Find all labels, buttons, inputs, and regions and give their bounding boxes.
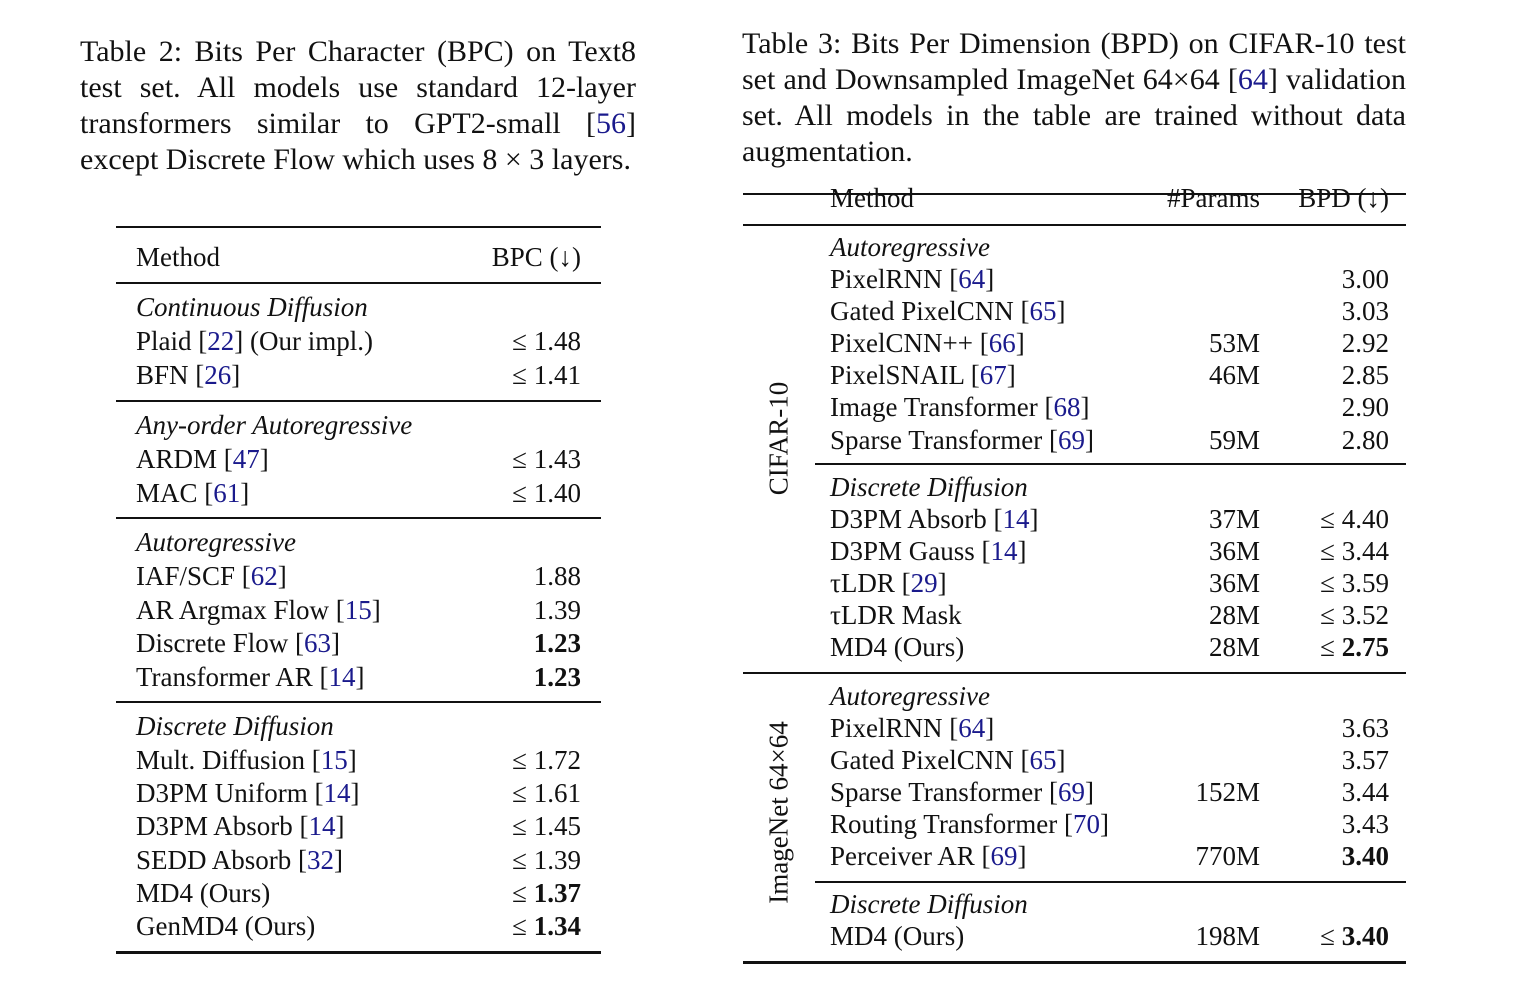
table2-header-rule xyxy=(116,282,601,284)
metric-value: 1.23 xyxy=(533,628,581,658)
method-cell xyxy=(830,809,1109,839)
value-cell xyxy=(1342,360,1389,390)
table2-group-rule xyxy=(116,400,601,402)
method-suffix: ] xyxy=(985,713,995,743)
citation-link[interactable]: 47 xyxy=(232,444,260,474)
metric-value: 2.92 xyxy=(1341,328,1389,359)
value-cell xyxy=(512,811,581,841)
method-name: Routing Transformer [ xyxy=(830,809,1073,840)
metric-value: 1.39 xyxy=(533,594,581,625)
method-name: τLDR [ xyxy=(830,568,911,599)
metric-value: 3.43 xyxy=(1341,809,1389,840)
value-cell xyxy=(534,595,581,625)
method-cell xyxy=(136,845,343,875)
value-cell xyxy=(512,326,581,356)
params-cell: 36M xyxy=(1208,568,1260,599)
table2-top-rule xyxy=(116,226,601,228)
method-suffix: ] xyxy=(1029,504,1039,534)
method-name: D3PM Uniform [ xyxy=(136,778,324,809)
leq-symbol: ≤ xyxy=(1320,600,1342,631)
value-cell xyxy=(534,662,581,692)
value-cell xyxy=(1342,713,1389,743)
table3-caption-ref[interactable]: 64 xyxy=(1237,63,1268,96)
metric-value: 3.52 xyxy=(1341,600,1389,631)
params-cell: 37M xyxy=(1208,504,1260,534)
method-name: Gated PixelCNN [ xyxy=(830,745,1030,776)
metric-value: 1.48 xyxy=(533,326,581,356)
method-cell xyxy=(830,504,1039,534)
metric-value: 1.34 xyxy=(533,911,581,941)
method-name: MAC [ xyxy=(136,478,214,508)
method-name: MD4 (Ours) xyxy=(830,632,965,663)
metric-value: 1.88 xyxy=(533,561,581,591)
metric-value: 1.40 xyxy=(533,478,581,508)
method-cell xyxy=(136,561,287,591)
params-cell: 198M xyxy=(1195,921,1260,951)
method-cell xyxy=(136,811,345,841)
metric-value: 4.40 xyxy=(1341,504,1389,534)
table3-block-label: CIFAR-10 xyxy=(763,381,794,495)
method-name: D3PM Gauss [ xyxy=(830,536,991,567)
table3-header-params: #Params xyxy=(1167,183,1260,213)
method-name: AR Argmax Flow [ xyxy=(136,594,345,625)
table3-caption-text: Table 3: Bits Per Dimension (BPD) on CIFAR-10 test set and Downsampled ImageNet 64×64 [ xyxy=(742,27,1406,96)
citation-link[interactable]: 15 xyxy=(344,594,372,625)
leq-symbol: ≤ xyxy=(512,745,534,775)
method-cell xyxy=(830,745,1065,775)
table2-header-method: Method xyxy=(136,242,220,272)
value-cell xyxy=(512,845,581,875)
method-name: τLDR Mask xyxy=(830,600,962,631)
params-cell: 59M xyxy=(1208,424,1260,455)
leq-symbol: ≤ xyxy=(512,778,534,809)
method-cell xyxy=(830,425,1094,455)
method-cell xyxy=(830,264,994,294)
citation-link[interactable]: 64 xyxy=(958,264,986,294)
leq-symbol: ≤ xyxy=(512,444,534,474)
method-cell xyxy=(830,296,1065,326)
params-cell: 36M xyxy=(1208,536,1260,567)
metric-value: 3.40 xyxy=(1341,921,1389,951)
metric-value: 1.41 xyxy=(533,359,581,390)
method-cell xyxy=(136,878,270,908)
citation-link[interactable]: 67 xyxy=(979,360,1007,391)
method-name: IAF/SCF [ xyxy=(136,561,251,591)
leq-symbol: ≤ xyxy=(1320,921,1342,951)
group-heading: Autoregressive xyxy=(830,681,990,711)
method-suffix: ] xyxy=(330,628,340,658)
leq-symbol: ≤ xyxy=(512,911,534,941)
value-cell xyxy=(512,745,581,775)
group-heading: Discrete Diffusion xyxy=(830,472,1028,502)
metric-value: 1.61 xyxy=(533,778,581,809)
value-cell xyxy=(1320,536,1389,566)
method-name: BFN [ xyxy=(136,359,205,390)
leq-symbol: ≤ xyxy=(512,844,534,875)
leq-symbol: ≤ xyxy=(1320,632,1342,663)
method-name: Mult. Diffusion [ xyxy=(136,745,321,775)
metric-value: 3.63 xyxy=(1341,713,1389,743)
citation-link[interactable]: 26 xyxy=(204,359,232,390)
method-name: MD4 (Ours) xyxy=(136,877,271,908)
citation-link[interactable]: 64 xyxy=(958,713,986,743)
metric-value: 3.03 xyxy=(1341,296,1389,327)
metric-value: 2.80 xyxy=(1341,424,1389,455)
citation-link[interactable]: 14 xyxy=(323,778,351,809)
value-cell xyxy=(512,444,581,474)
value-cell xyxy=(512,911,581,941)
metric-value: 3.40 xyxy=(1341,841,1389,872)
method-cell xyxy=(830,536,1027,566)
method-suffix: ] xyxy=(1056,296,1066,327)
method-suffix: ] xyxy=(334,844,344,875)
leq-symbol: ≤ xyxy=(1320,536,1342,567)
leq-symbol: ≤ xyxy=(1320,568,1342,599)
method-cell xyxy=(830,392,1089,422)
method-suffix: ] xyxy=(1017,841,1027,872)
method-name: Transformer AR [ xyxy=(136,661,329,692)
table3-cifar-group-rule xyxy=(815,463,1406,465)
method-suffix: ] xyxy=(937,568,947,599)
metric-value: 1.45 xyxy=(533,811,581,842)
metric-value: 1.43 xyxy=(533,444,581,474)
value-cell xyxy=(512,878,581,908)
method-suffix: ] xyxy=(355,661,365,692)
table3-header-metric: BPD (↓) xyxy=(1298,183,1389,213)
group-heading: Autoregressive xyxy=(136,527,296,557)
group-heading: Continuous Diffusion xyxy=(136,292,368,322)
citation-link[interactable]: 68 xyxy=(1053,392,1081,423)
metric-value: 3.44 xyxy=(1341,536,1389,567)
method-name: D3PM Absorb [ xyxy=(136,811,309,842)
method-suffix: ] xyxy=(1084,424,1094,455)
citation-link[interactable]: 14 xyxy=(990,536,1018,567)
citation-link[interactable]: 14 xyxy=(308,811,336,842)
metric-value: 3.59 xyxy=(1341,568,1389,599)
method-name: Plaid [ xyxy=(136,326,208,356)
method-cell xyxy=(830,921,964,951)
method-suffix: ] xyxy=(1080,392,1090,423)
value-cell xyxy=(1320,504,1389,534)
method-suffix: ] xyxy=(350,778,360,809)
method-name: Perceiver AR [ xyxy=(830,841,991,872)
method-suffix: ] (Our impl.) xyxy=(234,326,373,356)
value-cell xyxy=(512,778,581,808)
table2-caption-ref[interactable]: 56 xyxy=(596,107,626,140)
value-cell xyxy=(534,628,581,658)
value-cell xyxy=(1320,568,1389,598)
metric-value: 1.23 xyxy=(533,661,581,692)
method-name: GenMD4 (Ours) xyxy=(136,911,316,941)
method-name: PixelRNN [ xyxy=(830,264,959,294)
method-name: ARDM [ xyxy=(136,444,233,474)
citation-link[interactable]: 66 xyxy=(988,328,1016,359)
citation-link[interactable]: 22 xyxy=(207,326,235,356)
value-cell xyxy=(1342,264,1389,294)
method-name: SEDD Absorb [ xyxy=(136,844,308,875)
method-name: Sparse Transformer [ xyxy=(830,424,1058,455)
method-name: PixelSNAIL [ xyxy=(830,360,980,391)
method-cell xyxy=(136,778,360,808)
metric-value: 3.57 xyxy=(1341,745,1389,776)
method-name: Sparse Transformer [ xyxy=(830,777,1058,808)
value-cell xyxy=(1320,921,1389,951)
method-suffix: ] xyxy=(231,359,241,390)
method-name: MD4 (Ours) xyxy=(830,921,965,951)
citation-link[interactable]: 14 xyxy=(1002,504,1030,534)
table3-caption xyxy=(742,26,1406,170)
metric-value: 3.00 xyxy=(1341,264,1389,294)
method-cell xyxy=(830,328,1025,358)
method-suffix: ] xyxy=(259,444,269,474)
table2-group-rule xyxy=(116,701,601,703)
value-cell xyxy=(1342,296,1389,326)
method-cell xyxy=(136,595,381,625)
method-cell xyxy=(136,662,365,692)
citation-link[interactable]: 65 xyxy=(1029,745,1057,776)
citation-link[interactable]: 32 xyxy=(307,844,335,875)
metric-value: 2.75 xyxy=(1341,632,1389,663)
leq-symbol: ≤ xyxy=(512,359,534,390)
value-cell xyxy=(1342,777,1389,807)
citation-link[interactable]: 61 xyxy=(213,478,241,508)
citation-link[interactable]: 62 xyxy=(250,561,278,591)
value-cell xyxy=(1342,809,1389,839)
table3-header-method: Method xyxy=(830,183,914,213)
table2-bottom-rule xyxy=(116,951,601,954)
leq-symbol: ≤ xyxy=(512,877,534,908)
method-suffix: ] xyxy=(1006,360,1016,391)
params-cell: 770M xyxy=(1195,841,1260,872)
method-cell xyxy=(830,841,1026,871)
group-heading: Any-order Autoregressive xyxy=(136,410,413,440)
metric-value: 2.90 xyxy=(1341,392,1389,423)
leq-symbol: ≤ xyxy=(512,326,534,356)
method-suffix: ] xyxy=(1056,745,1066,776)
group-heading: Discrete Diffusion xyxy=(136,711,334,741)
table3-block-rule xyxy=(743,672,1406,674)
method-name: PixelCNN++ [ xyxy=(830,328,989,359)
citation-link[interactable]: 69 xyxy=(990,841,1018,872)
group-heading: Discrete Diffusion xyxy=(830,889,1028,919)
value-cell xyxy=(1342,328,1389,358)
value-cell xyxy=(1342,745,1389,775)
method-cell xyxy=(830,568,947,598)
method-cell xyxy=(830,713,994,743)
method-name: Gated PixelCNN [ xyxy=(830,296,1030,327)
method-cell xyxy=(136,478,249,508)
group-heading: Autoregressive xyxy=(830,232,990,262)
table3-bottom-rule xyxy=(743,961,1406,964)
table2-header-metric: BPC (↓) xyxy=(491,242,581,272)
method-cell xyxy=(136,745,357,775)
leq-symbol: ≤ xyxy=(1320,504,1342,534)
value-cell xyxy=(1342,425,1389,455)
params-cell: 28M xyxy=(1208,600,1260,631)
method-suffix: ] xyxy=(1084,777,1094,808)
method-cell xyxy=(136,444,269,474)
method-cell xyxy=(136,911,315,941)
metric-value: 3.44 xyxy=(1341,777,1389,808)
metric-value: 1.39 xyxy=(533,844,581,875)
method-cell xyxy=(830,600,962,630)
params-cell: 152M xyxy=(1195,777,1260,808)
method-suffix: ] xyxy=(335,811,345,842)
method-cell xyxy=(830,360,1016,390)
method-cell xyxy=(830,632,964,662)
table3-header-rule xyxy=(743,224,1406,226)
citation-link[interactable]: 70 xyxy=(1073,809,1100,840)
citation-link[interactable]: 29 xyxy=(910,568,938,599)
value-cell xyxy=(1342,392,1389,422)
method-cell xyxy=(830,777,1094,807)
citation-link[interactable]: 63 xyxy=(303,628,331,658)
table3-block-label: ImageNet 64×64 xyxy=(763,720,794,904)
leq-symbol: ≤ xyxy=(512,478,534,508)
leq-symbol: ≤ xyxy=(512,811,534,842)
value-cell xyxy=(1320,600,1389,630)
table3-imagenet-group-rule xyxy=(815,881,1406,883)
citation-link[interactable]: 15 xyxy=(320,745,348,775)
metric-value: 1.37 xyxy=(533,877,581,908)
params-cell: 46M xyxy=(1208,360,1260,391)
method-name: D3PM Absorb [ xyxy=(830,504,1003,534)
table2-caption-text: Table 2: Bits Per Character (BPC) on Text8 test set. All models use standard 12-layer transformers similar to GPT2-small [ xyxy=(80,35,636,140)
method-suffix: ] xyxy=(1017,536,1027,567)
value-cell xyxy=(512,360,581,390)
method-suffix: ] xyxy=(1100,809,1109,840)
citation-link[interactable]: 14 xyxy=(328,661,356,692)
method-cell xyxy=(136,360,240,390)
table2-caption xyxy=(80,34,636,178)
method-cell xyxy=(136,628,340,658)
metric-value: 1.72 xyxy=(533,745,581,775)
table3-caption-text-end: ] validation set. All models in the table are trained without data augmentation. xyxy=(742,63,1406,168)
method-name: Discrete Flow [ xyxy=(136,628,304,658)
method-suffix: ] xyxy=(347,745,357,775)
citation-link[interactable]: 69 xyxy=(1057,424,1085,455)
value-cell xyxy=(534,561,581,591)
method-suffix: ] xyxy=(277,561,287,591)
method-suffix: ] xyxy=(371,594,381,625)
method-suffix: ] xyxy=(240,478,250,508)
metric-value: 2.85 xyxy=(1341,360,1389,391)
method-name: Image Transformer [ xyxy=(830,392,1054,423)
method-suffix: ] xyxy=(1015,328,1025,359)
params-cell: 53M xyxy=(1208,328,1260,359)
value-cell xyxy=(512,478,581,508)
citation-link[interactable]: 65 xyxy=(1029,296,1057,327)
method-cell xyxy=(136,326,373,356)
method-suffix: ] xyxy=(985,264,995,294)
table2-caption-text-end: ] except Discrete Flow which uses 8 × 3 layers. xyxy=(80,107,636,176)
value-cell xyxy=(1342,841,1389,871)
value-cell xyxy=(1320,632,1389,662)
citation-link[interactable]: 69 xyxy=(1057,777,1085,808)
params-cell: 28M xyxy=(1208,632,1260,663)
method-name: PixelRNN [ xyxy=(830,713,959,743)
table2-group-rule xyxy=(116,517,601,519)
